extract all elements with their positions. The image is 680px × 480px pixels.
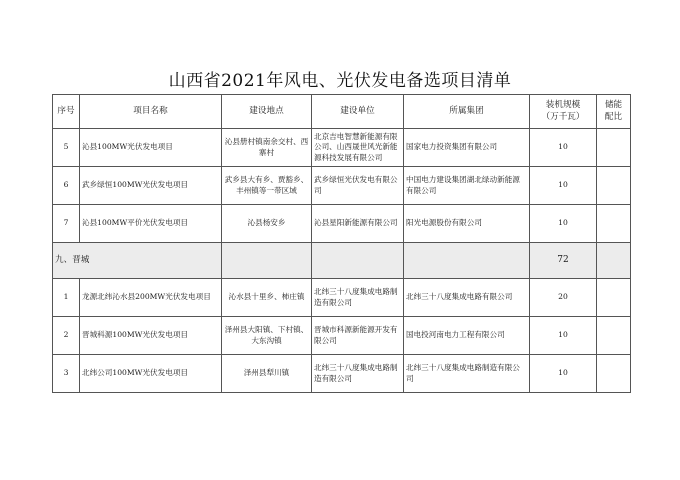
cell-capacity: 10	[530, 205, 597, 243]
cell-unit: 北纬三十八度集成电路制造有限公司	[312, 355, 404, 393]
section-empty-cell	[222, 243, 312, 279]
header-storage: 储能 配比	[597, 95, 631, 129]
cell-location: 泽州县大阳镇、下村镇、大东沟镇	[222, 317, 312, 355]
table-row	[53, 167, 631, 205]
cell-capacity: 20	[530, 279, 597, 317]
cell-storage	[597, 205, 631, 243]
cell-group: 阳光电源股份有限公司	[404, 205, 530, 243]
table-row	[53, 205, 631, 243]
cell-capacity: 10	[530, 317, 597, 355]
cell-name: 北纬公司100MW光伏发电项目	[80, 355, 222, 393]
cell-seq: 6	[53, 167, 80, 205]
cell-capacity: 10	[530, 355, 597, 393]
cell-location: 泽州县犁川镇	[222, 355, 312, 393]
cell-seq: 5	[53, 129, 80, 167]
header-row	[53, 95, 631, 129]
cell-storage	[597, 129, 631, 167]
table-row	[53, 129, 631, 167]
cell-name: 晋城科源100MW光伏发电项目	[80, 317, 222, 355]
header-name: 项目名称	[80, 95, 222, 129]
cell-location: 沁县册村镇南余交村、西寨村	[222, 129, 312, 167]
cell-location: 武乡县大有乡、贾豁乡、丰州镇等一带区域	[222, 167, 312, 205]
header-location: 建设地点	[222, 95, 312, 129]
section-empty-cell	[312, 243, 404, 279]
cell-group: 北纬三十八度集成电路制造有限公司	[404, 355, 530, 393]
cell-storage	[597, 167, 631, 205]
cell-name: 龙源北纬沁水县200MW光伏发电项目	[80, 279, 222, 317]
section-empty-cell	[404, 243, 530, 279]
cell-location: 沁县杨安乡	[222, 205, 312, 243]
table-row	[53, 317, 631, 355]
cell-storage	[597, 317, 631, 355]
cell-seq: 2	[53, 317, 80, 355]
cell-unit: 晋城市科源新能源开发有限公司	[312, 317, 404, 355]
cell-capacity: 10	[530, 129, 597, 167]
cell-storage	[597, 279, 631, 317]
header-seq: 序号	[53, 95, 80, 129]
cell-seq: 1	[53, 279, 80, 317]
cell-group: 中国电力建设集团湖北绿动新能源有限公司	[404, 167, 530, 205]
cell-storage	[597, 355, 631, 393]
cell-seq: 3	[53, 355, 80, 393]
cell-name: 沁县100MW光伏发电项目	[80, 129, 222, 167]
cell-group: 国电投河南电力工程有限公司	[404, 317, 530, 355]
table-row	[53, 355, 631, 393]
header-group: 所属集团	[404, 95, 530, 129]
section-label: 九、晋城	[53, 243, 222, 279]
cell-unit: 武乡绿恒光伏发电有限公司	[312, 167, 404, 205]
section-empty-cell	[597, 243, 631, 279]
section-capacity: 72	[530, 243, 597, 279]
section-row	[53, 243, 631, 279]
cell-unit: 北京吉电智慧新能源有限公司、山西晟世风光新能源科技发展有限公司	[312, 129, 404, 167]
cell-seq: 7	[53, 205, 80, 243]
table-row	[53, 279, 631, 317]
cell-unit: 沁县星阳新能源有限公司	[312, 205, 404, 243]
cell-name: 武乡绿恒100MW光伏发电项目	[80, 167, 222, 205]
project-table	[52, 94, 631, 393]
header-unit: 建设单位	[312, 95, 404, 129]
cell-unit: 北纬三十八度集成电路制造有限公司	[312, 279, 404, 317]
cell-group: 北纬三十八度集成电路有限公司	[404, 279, 530, 317]
cell-name: 沁县100MW平价光伏发电项目	[80, 205, 222, 243]
cell-capacity: 10	[530, 167, 597, 205]
header-capacity: 装机规模 （万千瓦）	[530, 95, 597, 129]
document-title: 山西省2021年风电、光伏发电备选项目清单	[168, 71, 512, 91]
cell-group: 国家电力投资集团有限公司	[404, 129, 530, 167]
cell-location: 沁水县十里乡、柿庄镇	[222, 279, 312, 317]
